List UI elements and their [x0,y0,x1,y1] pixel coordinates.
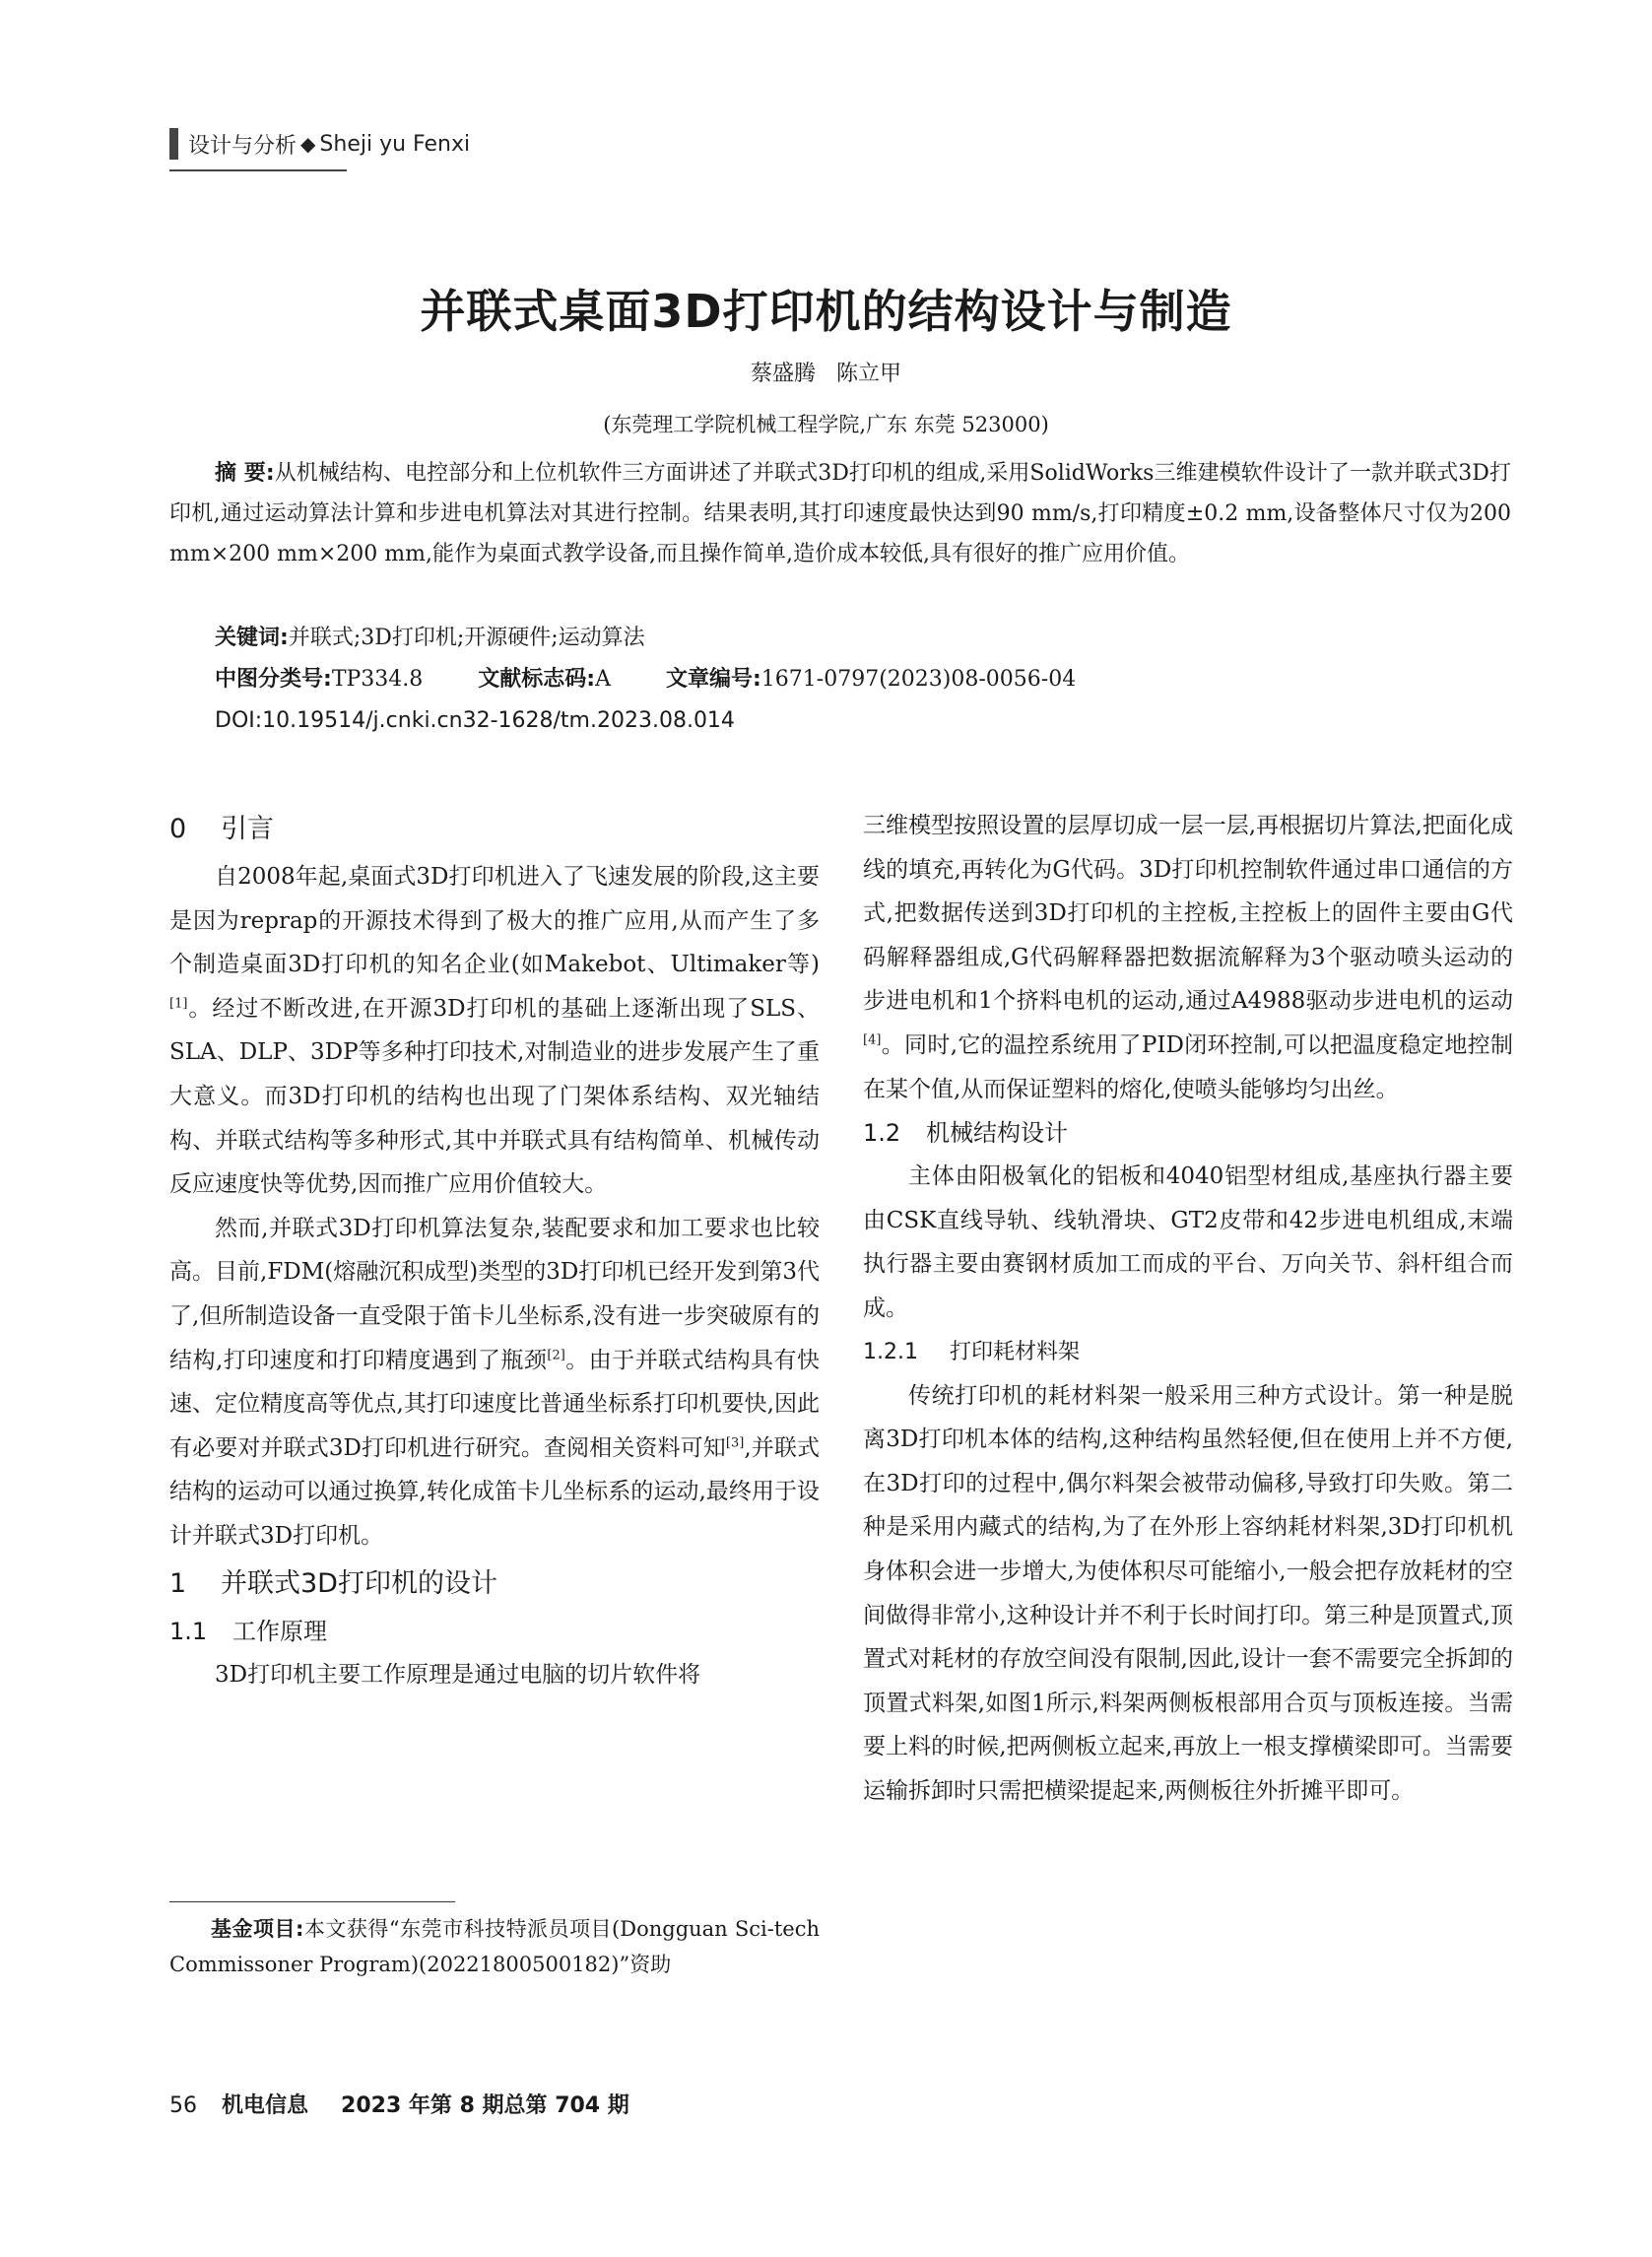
mechanical-paragraph: 主体由阳极氧化的铝板和4040铝型材组成,基座执行器主要由CSK直线导轨、线轨滑块、GT2皮带和42步进电机组成,末端执行器主要由赛钢材质加工而成的平台、万向关节、斜杆组合而成。 [863,1163,1513,1321]
article-number-label: 文章编号: [665,667,761,692]
footnote-rule [169,1901,455,1902]
section-1-title: 并联式3D打印机的设计 [221,1567,497,1599]
header-section-cn: 设计与分析 [188,133,297,159]
principle-paragraph-continued [863,804,1513,1111]
abstract [169,453,1511,574]
funding-label: 基金项目: [211,1917,304,1941]
clc-value: TP334.8 [331,667,424,692]
article-number-value: 1671-0797(2023)08-0056-04 [760,667,1077,692]
citation-2: [2] [547,1347,565,1362]
principle-paragraph-start: 3D打印机主要工作原理是通过电脑的切片软件将 [215,1661,701,1688]
abstract-label: 摘 要: [215,461,275,486]
doi-label: DOI: [215,708,263,733]
left-column [169,804,820,1696]
classification-line [215,660,1076,699]
diamond-icon: ◆ [300,132,316,156]
page-footer [169,2089,629,2119]
abstract-text: 从机械结构、电控部分和上位机软件三方面讲述了并联式3D打印机的组成,采用SolidWorks三维建模软件设计了一款并联式3D打印机,通过运动算法计算和步进电机算法对其进行控制。结果表明,其打印速度最快达到90 mm/s,打印精度±0.2 mm,设备整体尺寸仅为200 mm×200 mm×200 mm,能作为桌面式教学设备,而且操作简单,造价成本较低,具有很好的推广应用价值。 [169,461,1511,566]
section-1-2-1-heading [863,1331,1513,1374]
section-1-1-title: 工作原理 [232,1617,327,1645]
section-1-heading [169,1559,820,1610]
paper-affiliation: (东莞理工学院机械工程学院,广东 东莞 523000) [603,413,1049,436]
page-number: 56 [169,2093,197,2118]
issue-info: 2023 年第 8 期总第 704 期 [341,2093,629,2118]
keywords-text: 并联式;3D打印机;开源硬件;运动算法 [288,626,645,650]
section-0-title: 引言 [221,814,274,844]
header-rule [169,169,347,171]
section-1-2-number: 1.2 [863,1119,901,1148]
clc-label: 中图分类号: [215,667,332,692]
funding-text: 本文获得“东莞市科技特派员项目(Dongguan Sci-tech Commissoner Program)(20221800500182)”资助 [169,1917,820,1976]
right-column [863,804,1513,1813]
section-1-2-1-title: 打印耗材料架 [950,1339,1081,1364]
intro-p2-text: 然而,并联式3D打印机算法复杂,装配要求和加工要求也比较高。目前,FDM(熔融沉积成型)类型的3D打印机已经开发到第3代了,但所制造设备一直受限于笛卡儿坐标系,没有进一步突破原有的结构,打印速度和打印精度遇到了瓶颈 [169,1215,820,1373]
intro-p2-text-b: 。由于并联式结构具有快速、定位精度高等优点,其打印速度比普通坐标系打印机要快,因此有必要对并联式3D打印机进行研究。查阅相关资料可知 [169,1347,821,1461]
doc-code-label: 文献标志码: [478,667,596,692]
intro-paragraph-2 [169,1207,820,1559]
doc-code-value: A [595,667,611,692]
filament-rack-paragraph: 传统打印机的耗材料架一般采用三种方式设计。第一种是脱离3D打印机本体的结构,这种结构虽然轻便,但在使用上并不方便,在3D打印的过程中,偶尔料架会被带动偏移,导致打印失败。第二种是采用内藏式的结构,为了在外形上容纳耗材料架,3D打印机机身体积会进一步增大,为使体积尽可能缩小,一般会把存放耗材的空间做得非常小,这种设计并不利于长时间打印。第三种是顶置式,顶置式对耗材的存放空间没有限制,因此,设计一套不需要完全拆卸的顶置式料架,如图1所示,料架两侧板根部用合页与顶板连接。当需要上料的时候,把两侧板立起来,再放上一根支撑横梁即可。当需要运输拆卸时只需把横梁提起来,两侧板往外折摊平即可。 [863,1382,1513,1804]
section-1-number: 1 [169,1567,187,1599]
doi-line [215,701,735,741]
section-1-2-1-number: 1.2.1 [863,1339,918,1364]
citation-4: [4] [863,1032,882,1048]
header-bar-icon [169,128,178,160]
intro-paragraph-1 [169,855,820,1207]
section-1-2-title: 机械结构设计 [926,1119,1068,1148]
section-0-heading [169,804,820,855]
section-1-1-heading [169,1610,820,1653]
principle-text: 三维模型按照设置的层厚切成一层一层,再根据切片算法,把面化成线的填充,再转化为G代码。3D打印机控制软件通过串口通信的方式,把数据传送到3D打印机的主控板,主控板上的固件主要由G代码解释器组成,G代码解释器把数据流解释为3个驱动喷头运动的步进电机和1个挤料电机的运动,通过A4988驱动步进电机的运动 [863,813,1513,1015]
section-0-number: 0 [169,814,187,844]
intro-p1-text: 自2008年起,桌面式3D打印机进入了飞速发展的阶段,这主要是因为reprap的开源技术得到了极大的推广应用,从而产生了多个制造桌面3D打印机的知名企业(如Makebot、Ultimaker等) [169,864,820,978]
citation-1: [1] [169,996,188,1012]
intro-p1-text-b: 。经过不断改进,在开源3D打印机的基础上逐渐出现了SLS、SLA、DLP、3DP等多种打印技术,对制造业的进步发展产生了重大意义。而3D打印机的结构也出现了门架体系结构、双光轴结构、并联式结构等多种形式,其中并联式具有结构简单、机械传动反应速度快等优势,因而推广应用价值较大。 [169,995,820,1198]
running-header [169,128,470,160]
principle-text-b: 。同时,它的温控系统用了PID闭环控制,可以把温度稳定地控制在某个值,从而保证塑料的熔化,使喷头能够均匀出丝。 [863,1031,1513,1102]
citation-3: [3] [725,1435,745,1451]
keywords [215,619,645,658]
doi-value: 10.19514/j.cnki.cn32-1628/tm.2023.08.014 [262,708,735,733]
keywords-label: 关键词: [215,626,289,650]
paper-authors: 蔡盛腾 陈立甲 [751,362,901,386]
section-1-1-number: 1.1 [169,1617,208,1645]
intro-p2-text-c: ,并联式结构的运动可以通过换算,转化成笛卡儿坐标系的运动,最终用于设计并联式3D打印机。 [169,1434,821,1549]
funding-footnote [169,1911,820,1982]
section-1-2-heading [863,1111,1513,1155]
journal-name: 机电信息 [222,2093,309,2118]
header-section-pinyin: Sheji yu Fenxi [319,131,471,157]
paper-title: 并联式桌面3D打印机的结构设计与制造 [420,285,1232,338]
